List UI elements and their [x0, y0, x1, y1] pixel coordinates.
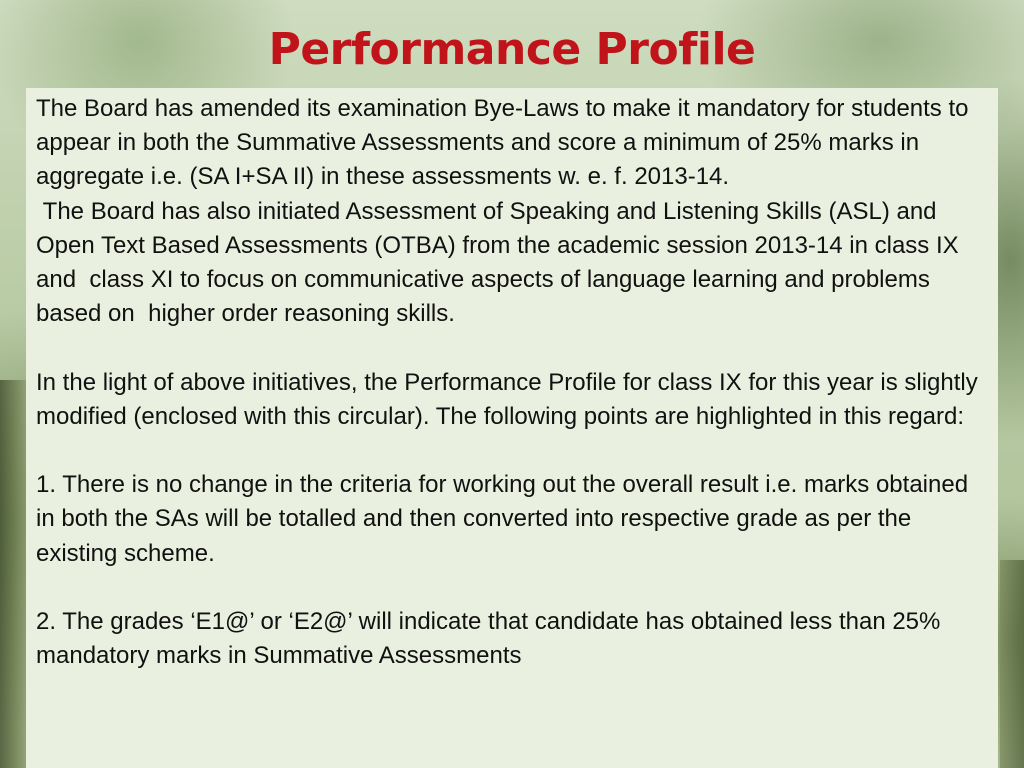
- slide-content-box: [26, 88, 998, 768]
- paragraph-spacer: [36, 331, 990, 365]
- paragraph-spacer: [36, 571, 990, 605]
- background-tree-trunk-right: [1000, 560, 1024, 768]
- paragraph-point-1: 1. There is no change in the criteria for working out the overall result i.e. marks obtained in both the SAs will be totalled and then converted into respective grade as per the existing scheme.: [36, 471, 975, 567]
- background-tree-trunk: [0, 380, 26, 768]
- paragraph-point-2: 2. The grades ‘E1@’ or ‘E2@’ will indicate that candidate has obtained less than 25% mandatory marks in Summative Assessments: [36, 608, 948, 670]
- paragraph-asl-otba: The Board has also initiated Assessment of Speaking and Listening Skills (ASL) and Open Text Based Assessments (OTBA) from the academic session 2013-14 in class IX and class XI to focus on communicative aspects of language learning and problems based on higher order reasoning skills.: [36, 197, 966, 328]
- paragraph-initiatives: In the light of above initiatives, the Performance Profile for class IX for this year is slightly modified (enclosed with this circular). The following points are highlighted in this regard:: [36, 368, 985, 430]
- slide-title: Performance Profile: [268, 24, 756, 75]
- paragraph-spacer: [36, 434, 990, 468]
- paragraph-bye-laws: The Board has amended its examination Bye-Laws to make it mandatory for students to appear in both the Summative Assessments and score a minimum of 25% marks in aggregate i.e. (SA I+SA II) in these assessments w. e. f. 2013-14.: [36, 95, 976, 191]
